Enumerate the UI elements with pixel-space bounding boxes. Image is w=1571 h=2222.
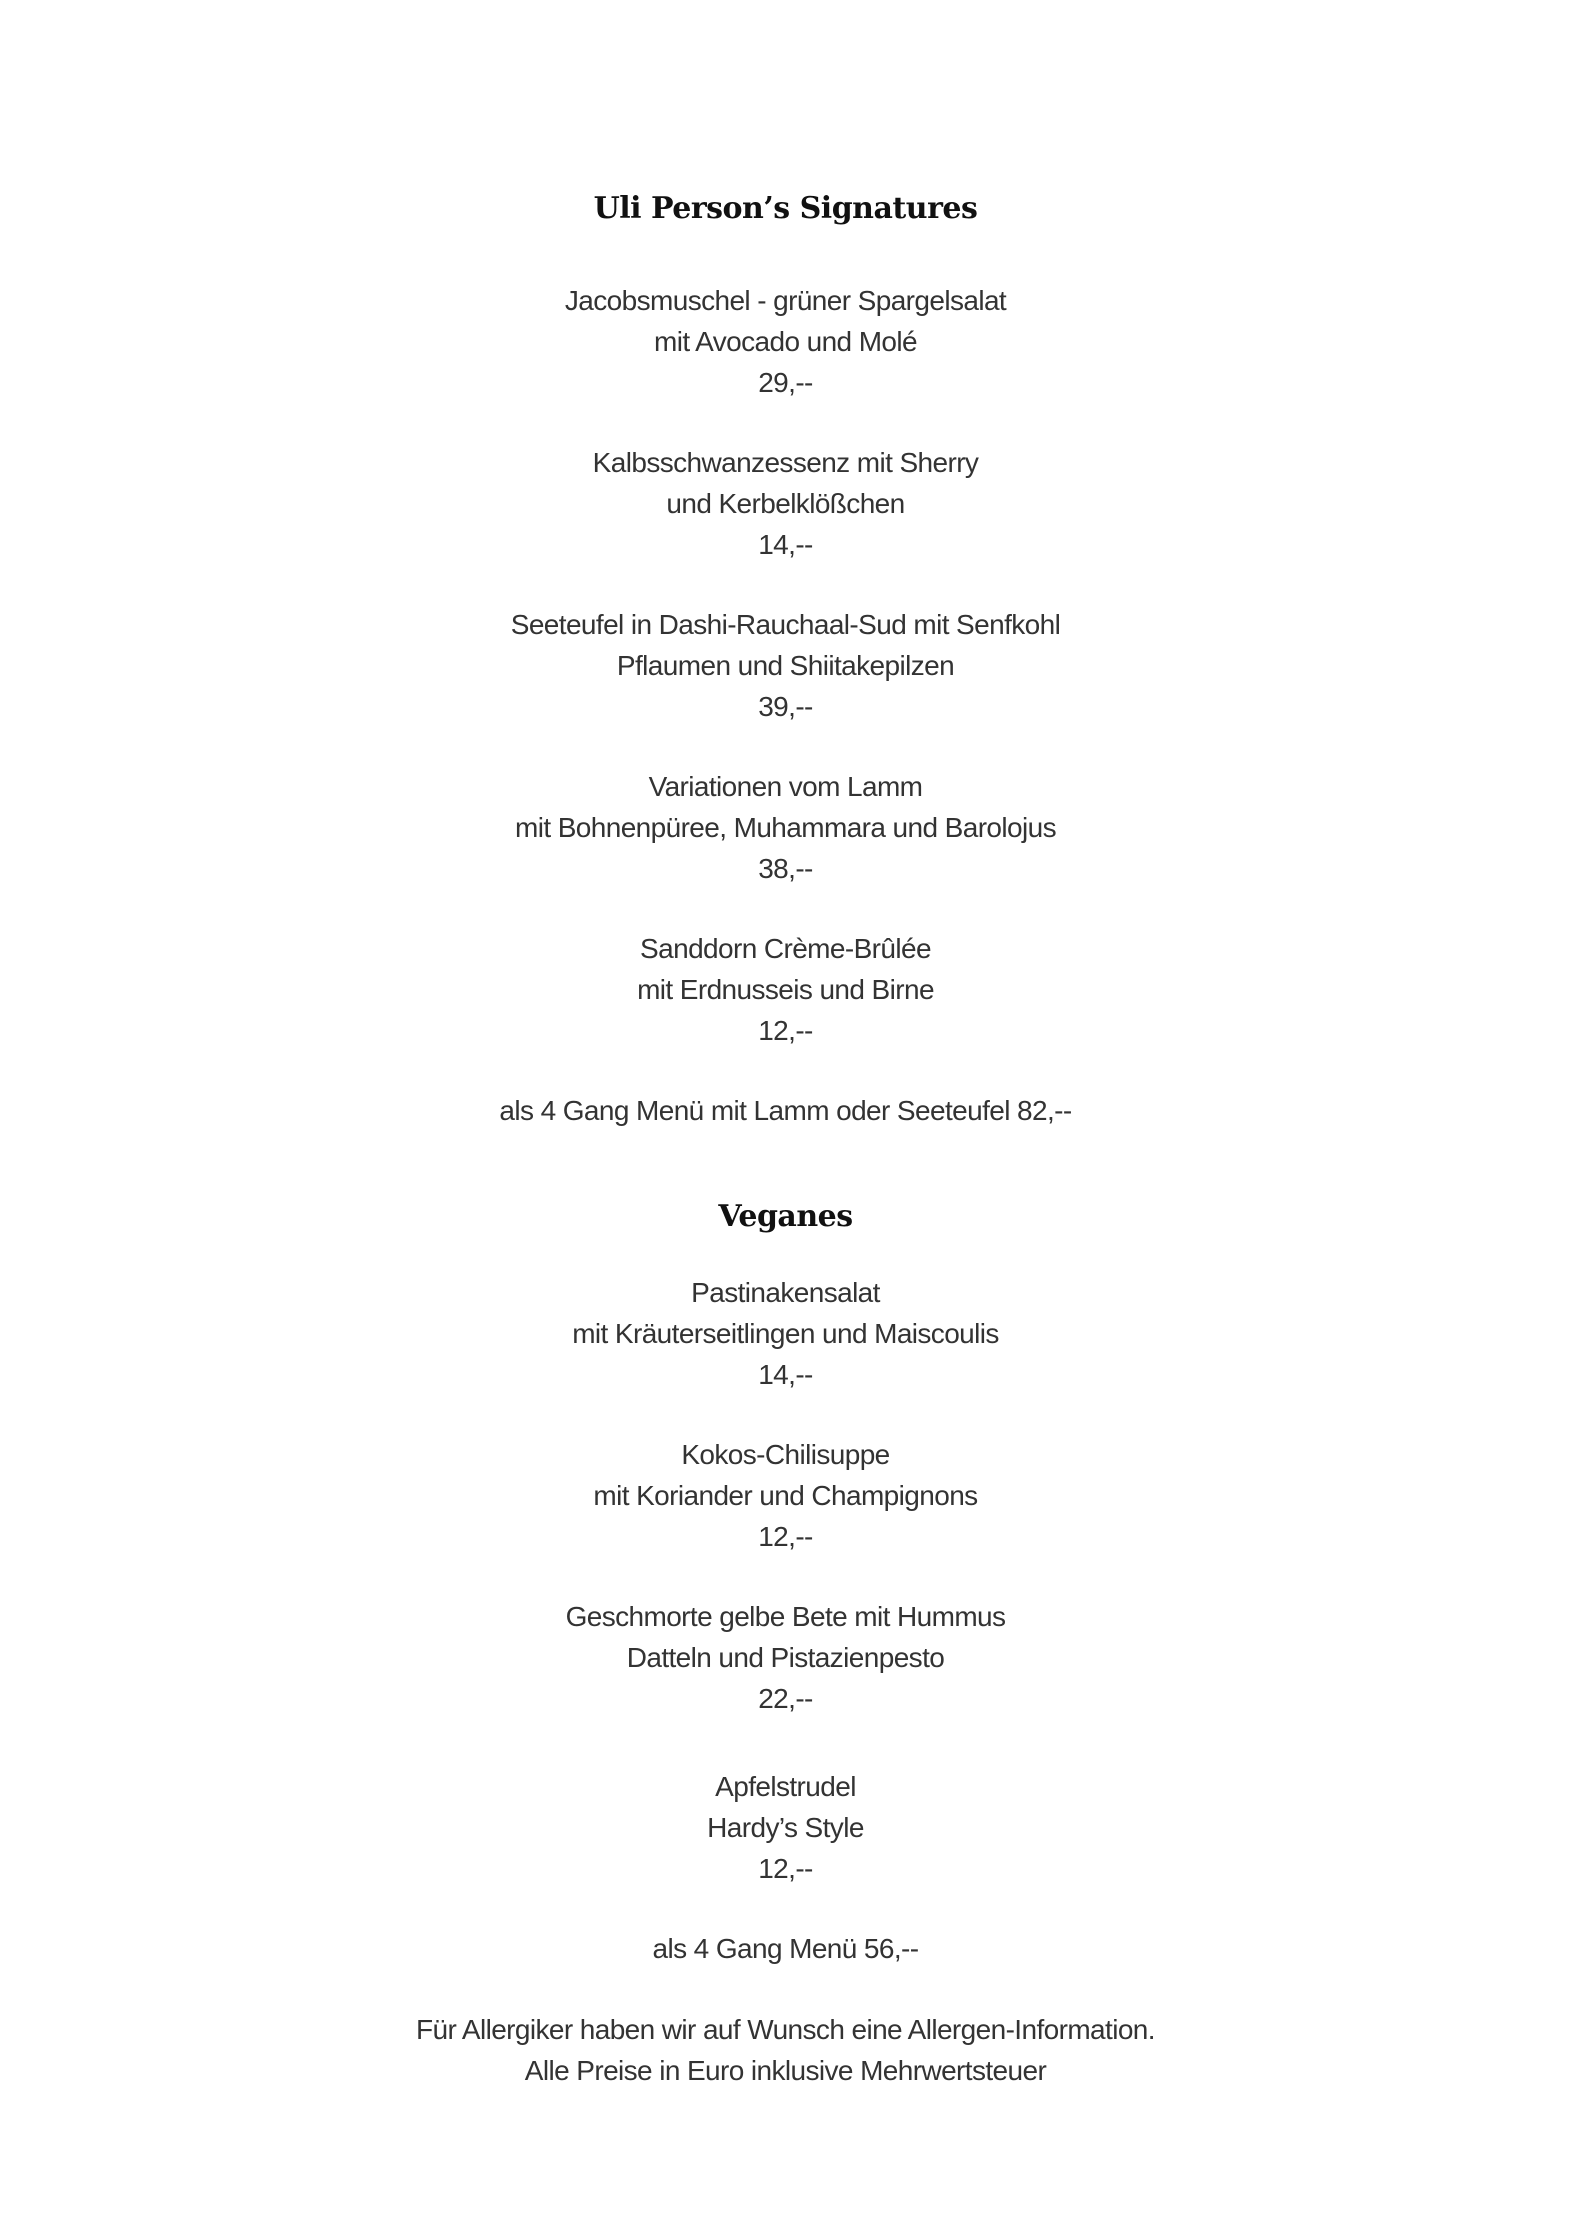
dish-price: 14,--	[758, 1359, 813, 1390]
dish-description: Hardy’s Style	[707, 1812, 864, 1843]
dish-name: Jacobsmuschel - grüner Spargelsalat	[564, 285, 1007, 316]
dish-description: und Kerbelklößchen	[666, 488, 905, 519]
dish-coconut-chili-soup	[0, 1434, 1571, 1557]
section-title-vegan: Veganes	[718, 1199, 853, 1234]
dish-name: Variationen vom Lamm	[648, 771, 923, 802]
dish-name: Pastinakensalat	[691, 1277, 880, 1308]
dish-price: 12,--	[758, 1521, 813, 1552]
dish-name: Geschmorte gelbe Bete mit Hummus	[565, 1601, 1006, 1632]
price-note: Alle Preise in Euro inklusive Mehrwertsteuer	[524, 2055, 1047, 2086]
dish-braised-beet	[0, 1596, 1571, 1719]
dish-price: 14,--	[758, 529, 813, 560]
dish-scallop	[0, 280, 1571, 403]
footer-notes	[0, 2009, 1571, 2091]
dish-price: 12,--	[758, 1853, 813, 1884]
dish-description: mit Avocado und Molé	[654, 326, 917, 357]
dish-monkfish	[0, 604, 1571, 727]
menu-offer-text: als 4 Gang Menü 56,--	[652, 1933, 919, 1964]
dish-name: Apfelstrudel	[715, 1771, 856, 1802]
dish-description: mit Erdnusseis und Birne	[637, 974, 934, 1005]
dish-price: 22,--	[758, 1683, 813, 1714]
dish-name: Kalbsschwanzessenz mit Sherry	[592, 447, 979, 478]
dish-name: Kokos-Chilisuppe	[681, 1439, 890, 1470]
dish-parsnip-salad	[0, 1272, 1571, 1395]
dish-oxtail-consomme	[0, 442, 1571, 565]
dish-description: Datteln und Pistazienpesto	[626, 1642, 945, 1673]
dish-price: 39,--	[758, 691, 813, 722]
dish-creme-brulee	[0, 928, 1571, 1051]
dish-price: 12,--	[758, 1015, 813, 1046]
dish-description: Pflaumen und Shiitakepilzen	[616, 650, 955, 681]
allergen-note: Für Allergiker haben wir auf Wunsch eine Allergen-Information.	[416, 2014, 1155, 2045]
section-title-signatures: Uli Person’s Signatures	[593, 191, 978, 226]
dish-description: mit Bohnenpüree, Muhammara und Barolojus	[515, 812, 1056, 843]
dish-description: mit Koriander und Champignons	[593, 1480, 978, 1511]
dish-price: 29,--	[758, 367, 813, 398]
menu-offer-signatures	[0, 1090, 1571, 1131]
dish-lamb	[0, 766, 1571, 889]
dish-description: mit Kräuterseitlingen und Maiscoulis	[572, 1318, 999, 1349]
menu-offer-vegan	[0, 1928, 1571, 1969]
menu-offer-text: als 4 Gang Menü mit Lamm oder Seeteufel 82,--	[499, 1095, 1072, 1126]
dish-name: Sanddorn Crème-Brûlée	[640, 933, 931, 964]
dish-price: 38,--	[758, 853, 813, 884]
dish-apple-strudel	[0, 1766, 1571, 1889]
dish-name: Seeteufel in Dashi-Rauchaal-Sud mit Senfkohl	[510, 609, 1061, 640]
